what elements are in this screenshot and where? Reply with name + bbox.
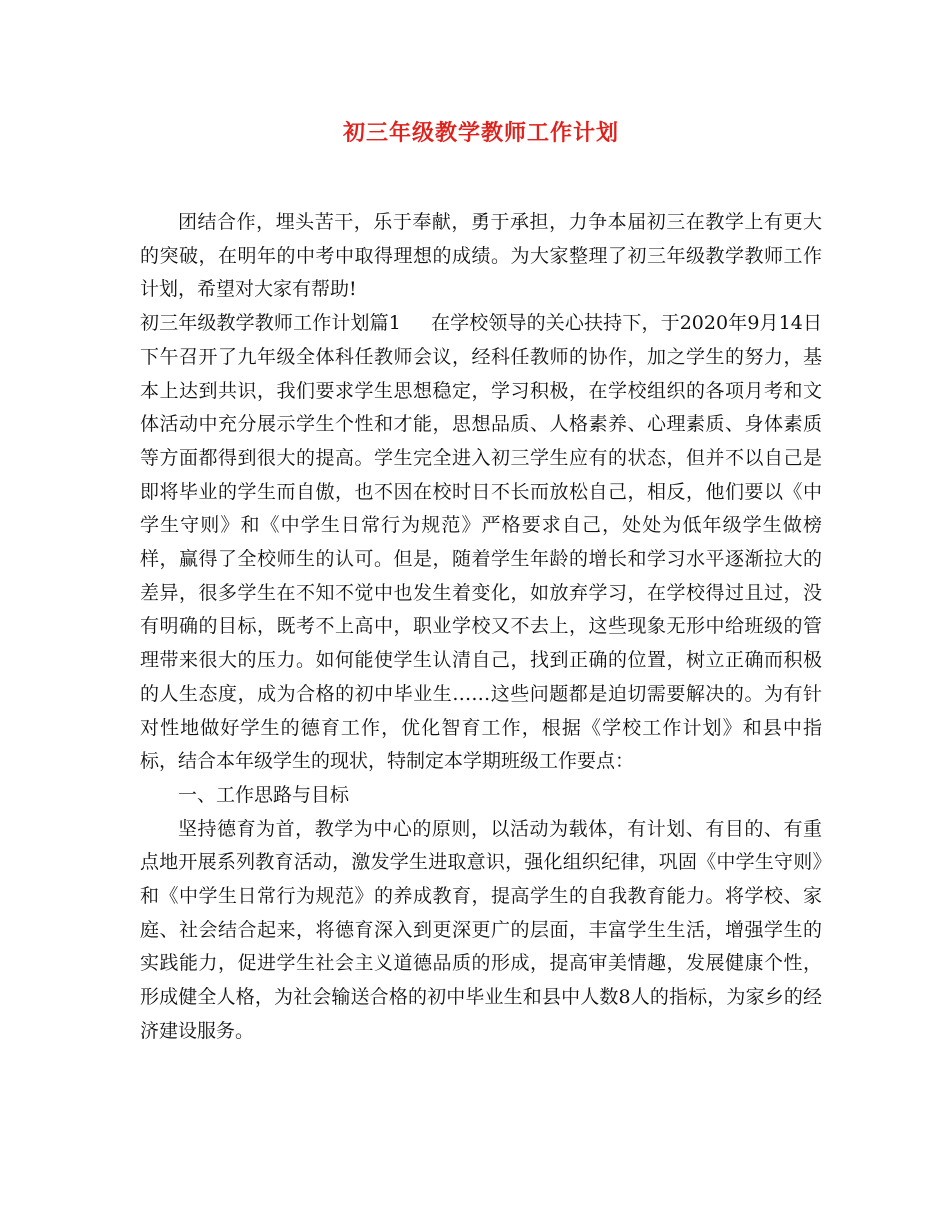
heading-work-ideas: 一、工作思路与目标 [178, 783, 350, 806]
goals-paragraph: 坚持德育为首，教学为中心的原则，以活动为载体，有计划、有目的、有重点地开展系列教育活动，激发学生进取意识，强化组织纪律，巩固《中学生守则》和《中学生日常行为规范》的养成教育，提高学生的自我教育能力。将学校、家庭、社会结合起来，将德育深入到更深更广的层面，丰富学生生活，增强学生的实践能力，促进学生社会主义道德品质的形成，提高审美情趣，发展健康个性，形成健全人格，为社会输送合格的初中毕业生和县中人数8人的指标，为家乡的经济建设服务。 [140, 817, 822, 1042]
section-label: 初三年级教学教师工作计划篇1 [140, 312, 401, 335]
document-title: 初三年级教学教师工作计划 [342, 120, 619, 146]
document-body [140, 206, 822, 1049]
intro-paragraph: 团结合作，埋头苦干，乐于奉献，勇于承担，力争本届初三在教学上有更大的突破，在明年的中考中取得理想的成绩。为大家整理了初三年级教学教师工作计划，希望对大家有帮助! [140, 211, 822, 301]
section-paragraph [140, 307, 822, 779]
section-text: 在学校领导的关心扶持下，于2020年9月14日下午召开了九年级全体科任教师会议，经科任教师的协作，加之学生的努力，基本上达到共识，我们要求学生思想稳定，学习积极，在学校组织的各项月考和文体活动中充分展示学生个性和才能，思想品质、人格素养、心理素质、身体素质等方面都得到很大的提高。学生完全进入初三学生应有的状态，但并不以自己是即将毕业的学生而自傲，也不因在校时日不长而放松自己，相反，他们要以《中学生守则》和《中学生日常行为规范》严格要求自己，处处为低年级学生做榜样，赢得了全校师生的认可。但是，随着学生年龄的增长和学习水平逐渐拉大的差异，很多学生在不知不觉中也发生着变化，如放弃学习，在学校得过且过，没有明确的目标，既考不上高中，职业学校又不去上，这些现象无形中给班级的管理带来很大的压力。如何能使学生认清自己，找到正确的位置，树立正确而积极的人生态度，成为合格的初中毕业生……这些问题都是迫切需要解决的。为有针对性地做好学生的德育工作，优化智育工作，根据《学校工作计划》和县中指标，结合本年级学生的现状，特制定本学期班级工作要点： [140, 312, 823, 773]
